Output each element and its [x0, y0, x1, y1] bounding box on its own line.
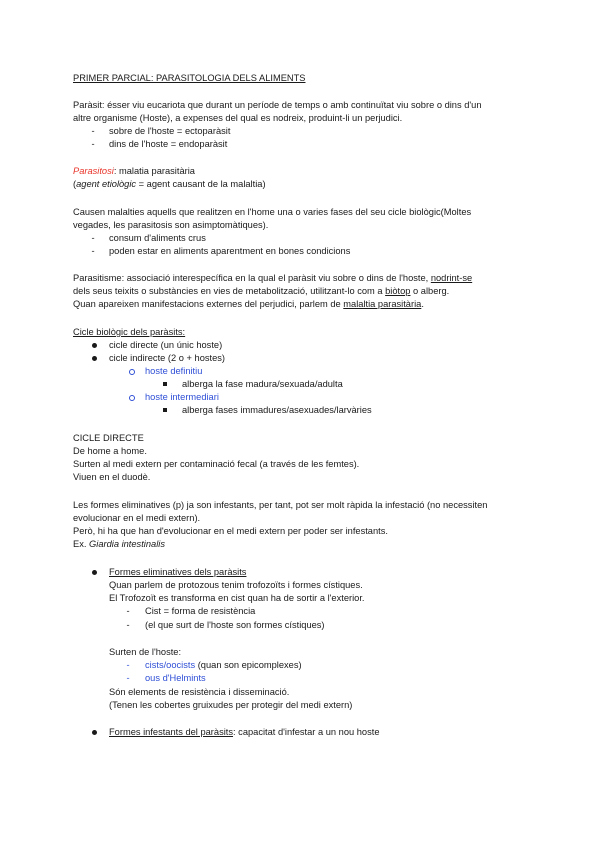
- formes-line3: Però, hi ha que han d'evolucionar en el medi extern per poder ser infestants.: [73, 526, 388, 536]
- bullet-icon: [92, 730, 97, 735]
- parasitosi-term: Parasitosi: [73, 166, 114, 176]
- text-line: Viuen en el duodè.: [73, 472, 151, 482]
- list-item: consum d'aliments crus: [109, 233, 206, 243]
- parasit-definition-line2: altre organisme (Hoste), a expenses del qual es nodreix, produint-li un perjudici.: [73, 113, 403, 123]
- parasitosi-line: Parasitosi: malatia parasitària: [73, 166, 195, 176]
- cicle-heading: Cicle biològic dels paràsits:: [73, 327, 186, 337]
- text-line: El Trofozoït es transforma en cist quan ha de sortir a l'exterior.: [109, 593, 365, 603]
- dash-bullet: -: [126, 673, 130, 683]
- causen-line1: Causen malalties aquells que realitzen en l'home una o varies fases del seu cicle biològic(Moltes: [73, 207, 472, 217]
- text-line: (Tenen les cobertes gruixudes per protegir del medi extern): [109, 700, 353, 710]
- cicle-directe-heading: CICLE DIRECTE: [73, 433, 144, 443]
- square-bullet-icon: [163, 382, 167, 386]
- list-item: cists/oocists (quan son epicomplexes): [145, 660, 302, 670]
- list-item: (el que surt de l'hoste son formes cístiques): [145, 620, 325, 630]
- text-line: De home a home.: [73, 446, 147, 456]
- dash-bullet: -: [91, 126, 95, 136]
- agent-term: agent etiològic: [76, 179, 137, 189]
- parasitisme-line2: dels seus teixits o substàncies en vies de metabolització, utilitzant-lo com a biòtop o alberg.: [73, 286, 450, 296]
- bullet-icon: [92, 356, 97, 361]
- dash-bullet: -: [91, 139, 95, 149]
- circle-bullet-icon: [129, 369, 135, 375]
- text-line: Surten al medi extern per contaminació fecal (a través de les femtes).: [73, 459, 360, 469]
- bullet-icon: [92, 343, 97, 348]
- list-item: poden estar en aliments aparentment en bones condicions: [109, 246, 351, 256]
- text-line: Surten de l'hoste:: [109, 647, 182, 657]
- dash-bullet: -: [126, 620, 130, 630]
- species-name: Giardia intestinalis: [89, 539, 165, 549]
- dash-bullet: -: [126, 606, 130, 616]
- dash-bullet: -: [91, 233, 95, 243]
- parasitisme-line3: Quan apareixen manifestacions externes del perjudici, parlem de malaltia parasitària.: [73, 299, 424, 309]
- agent-line: (agent etiològic = agent causant de la malaltia): [73, 179, 266, 189]
- list-item: sobre de l'hoste = ectoparàsit: [109, 126, 231, 136]
- formes-line2: evolucionar en el medi extern).: [73, 513, 201, 523]
- parasit-definition-line1: Paràsit: ésser viu eucariota que durant un període de temps o amb continuïtat viu sobre o dins d'un: [73, 100, 482, 110]
- list-item: hoste intermediari: [145, 392, 219, 402]
- list-item: cicle directe (un únic hoste): [109, 340, 223, 350]
- dash-bullet: -: [126, 660, 130, 670]
- circle-bullet-icon: [129, 395, 135, 401]
- square-bullet-icon: [163, 408, 167, 412]
- text-line: Són elements de resistència i disseminació.: [109, 687, 290, 697]
- page-title: PRIMER PARCIAL: PARASITOLOGIA DELS ALIMENTS: [73, 73, 306, 83]
- list-item: Cist = forma de resistència: [145, 606, 256, 616]
- list-item: dins de l'hoste = endoparàsit: [109, 139, 228, 149]
- example-line: Ex. Giardia intestinalis: [73, 539, 165, 549]
- list-item: alberga fases immadures/asexuades/larvàries: [182, 405, 372, 415]
- list-item: hoste definitiu: [145, 366, 203, 376]
- formes-line1: Les formes eliminatives (p) ja son infestants, per tant, pot ser molt ràpida la infestació (no necessiten: [73, 500, 488, 510]
- list-item: cicle indirecte (2 o + hostes): [109, 353, 226, 363]
- dash-bullet: -: [91, 246, 95, 256]
- text-line: Quan parlem de protozous tenim trofozoïts i formes cístiques.: [109, 580, 363, 590]
- parasitisme-line1: Parasitisme: associació interespecífica en la qual el paràsit viu sobre o dins de l'hoste, nodrint-se: [73, 273, 473, 283]
- causen-line2: vegades, les parasitosis son asimptomàtiques).: [73, 220, 269, 230]
- eliminatives-heading: Formes eliminatives dels paràsits: [109, 567, 247, 577]
- list-item: ous d'Helmints: [145, 673, 206, 683]
- bullet-icon: [92, 570, 97, 575]
- list-item: alberga la fase madura/sexuada/adulta: [182, 379, 343, 389]
- infestants-line: Formes infestants del paràsits: capacitat d'infestar a un nou hoste: [109, 727, 380, 737]
